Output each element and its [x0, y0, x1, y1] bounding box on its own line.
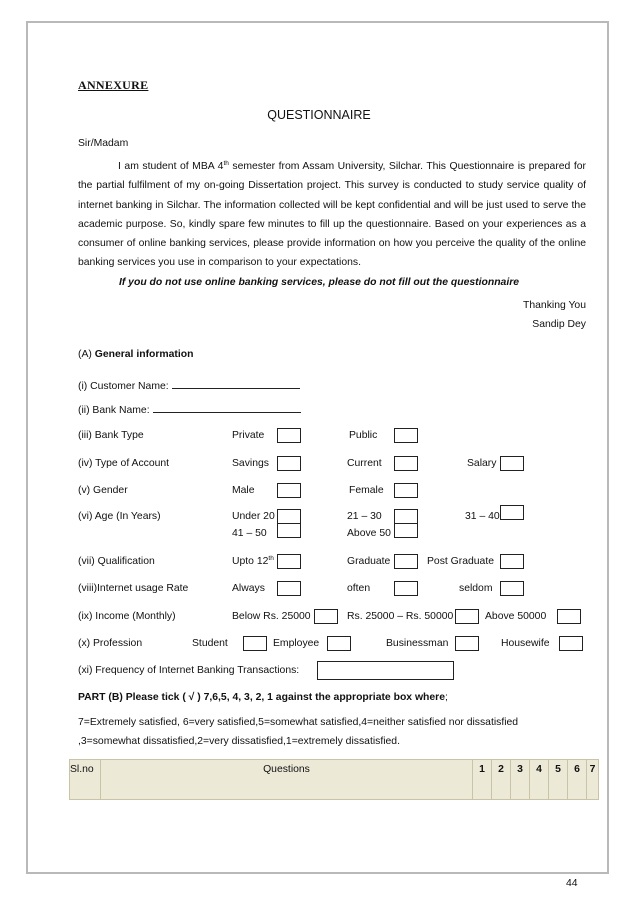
profession-label: (x) Profession — [78, 638, 143, 649]
housewife-checkbox[interactable] — [559, 636, 583, 651]
post-graduate-checkbox[interactable] — [500, 554, 524, 569]
warning-note: If you do not use online banking services, please do not fill out the questionnaire — [118, 277, 520, 288]
age-41-50-checkbox[interactable] — [277, 523, 301, 538]
rating-header-4: 4 — [530, 760, 549, 799]
slno-header: Sl.no — [70, 760, 101, 799]
page-number: 44 — [566, 878, 578, 889]
frequency-input[interactable] — [317, 661, 454, 680]
frequency-label: (xi) Frequency of Internet Banking Transactions: — [78, 665, 300, 676]
private-checkbox[interactable] — [277, 428, 301, 443]
rating-header-5: 5 — [549, 760, 568, 799]
rating-table-header — [69, 759, 599, 800]
qualification-upto-12: Upto 12th — [232, 555, 274, 567]
gender-label: (v) Gender — [78, 485, 128, 496]
seldom-checkbox[interactable] — [500, 581, 524, 596]
income-below-25000: Below Rs. 25000 — [232, 611, 311, 622]
qualification-post-graduate: Post Graduate — [427, 556, 495, 567]
section-a-heading: (A) General information — [78, 349, 194, 360]
bank-type-label: (iii) Bank Type — [78, 430, 144, 441]
part-b-heading: PART (B) Please tick ( √ ) 7,6,5, 4, 3, 2, 1 against the appropriate box where; — [78, 692, 448, 703]
graduate-checkbox[interactable] — [394, 554, 418, 569]
age-above-50: Above 50 — [347, 528, 391, 539]
account-savings: Savings — [232, 458, 269, 469]
rating-header-3: 3 — [511, 760, 530, 799]
usage-label: (viii)Internet usage Rate — [78, 583, 189, 594]
below-25000-checkbox[interactable] — [314, 609, 338, 624]
customer-name-field[interactable]: (i) Customer Name: — [78, 378, 300, 393]
student-checkbox[interactable] — [243, 636, 267, 651]
current-checkbox[interactable] — [394, 456, 418, 471]
sign-thanks: Thanking You — [523, 300, 586, 311]
male-checkbox[interactable] — [277, 483, 301, 498]
rating-header-6: 6 — [568, 760, 587, 799]
gender-female: Female — [349, 485, 384, 496]
rating-header-2: 2 — [492, 760, 511, 799]
usage-always: Always — [232, 583, 265, 594]
savings-checkbox[interactable] — [277, 456, 301, 471]
annexure-heading: ANNEXURE — [78, 78, 149, 92]
income-25000-50000-checkbox[interactable] — [455, 609, 479, 624]
questionnaire-title: QUESTIONNAIRE — [267, 108, 371, 122]
above-50000-checkbox[interactable] — [557, 609, 581, 624]
account-current: Current — [347, 458, 382, 469]
profession-housewife: Housewife — [501, 638, 550, 649]
salary-checkbox[interactable] — [500, 456, 524, 471]
bank-type-public: Public — [349, 430, 378, 441]
age-label: (vi) Age (In Years) — [78, 511, 161, 522]
qualification-graduate: Graduate — [347, 556, 391, 567]
age-41-50: 41 – 50 — [232, 528, 267, 539]
above-50-checkbox[interactable] — [394, 523, 418, 538]
businessman-checkbox[interactable] — [455, 636, 479, 651]
scale-line-1: 7=Extremely satisfied, 6=very satisfied,5=somewhat satisfied,4=neither satisfied nor dissatisfied — [78, 717, 519, 728]
age-21-30: 21 – 30 — [347, 511, 382, 522]
age-31-40: 31 – 40 — [465, 511, 500, 522]
employee-checkbox[interactable] — [327, 636, 351, 651]
profession-businessman: Businessman — [386, 638, 449, 649]
questions-header: Questions — [101, 760, 473, 799]
usage-seldom: seldom — [459, 583, 493, 594]
profession-employee: Employee — [273, 638, 320, 649]
bank-name-field[interactable]: (ii) Bank Name: — [78, 402, 301, 417]
upto-12-checkbox[interactable] — [277, 554, 301, 569]
rating-header-1: 1 — [473, 760, 492, 799]
female-checkbox[interactable] — [394, 483, 418, 498]
gender-male: Male — [232, 485, 255, 496]
age-21-30-checkbox[interactable] — [394, 509, 418, 524]
salutation: Sir/Madam — [78, 138, 129, 149]
qualification-label: (vii) Qualification — [78, 556, 155, 567]
always-checkbox[interactable] — [277, 581, 301, 596]
age-31-40-checkbox[interactable] — [500, 505, 524, 520]
bank-type-private: Private — [232, 430, 265, 441]
scale-line-2: ,3=somewhat dissatisfied,2=very dissatisfied,1=extremely dissatisfied. — [78, 736, 400, 747]
age-under-20: Under 20 — [232, 511, 275, 522]
often-checkbox[interactable] — [394, 581, 418, 596]
profession-student: Student — [192, 638, 228, 649]
usage-often: often — [347, 583, 371, 594]
sign-name: Sandip Dey — [532, 319, 586, 330]
public-checkbox[interactable] — [394, 428, 418, 443]
account-type-label: (iv) Type of Account — [78, 458, 170, 469]
income-above-50000: Above 50000 — [485, 611, 547, 622]
intro-paragraph: I am student of MBA 4th semester from Assam University, Silchar. This Questionnaire is prepared for the partial fulfilment of my on-going Dissertation project. This survey is conducted to study service quality of internet banking in Silchar. The information collected will be kept confidential and will be just used to serve the academic purpose. So, kindly spare few minutes to fill up the questionnaire. Based on your experiences as a consumer of online banking services, please provide information on how you perceive the quality of the online banking services you use in comparison to your expectations. — [78, 160, 586, 269]
under-20-checkbox[interactable] — [277, 509, 301, 524]
rating-header-7: 7 — [589, 764, 596, 775]
income-25000-50000: Rs. 25000 – Rs. 50000 — [347, 611, 454, 622]
income-label: (ix) Income (Monthly) — [78, 611, 176, 622]
account-salary: Salary — [467, 458, 497, 469]
